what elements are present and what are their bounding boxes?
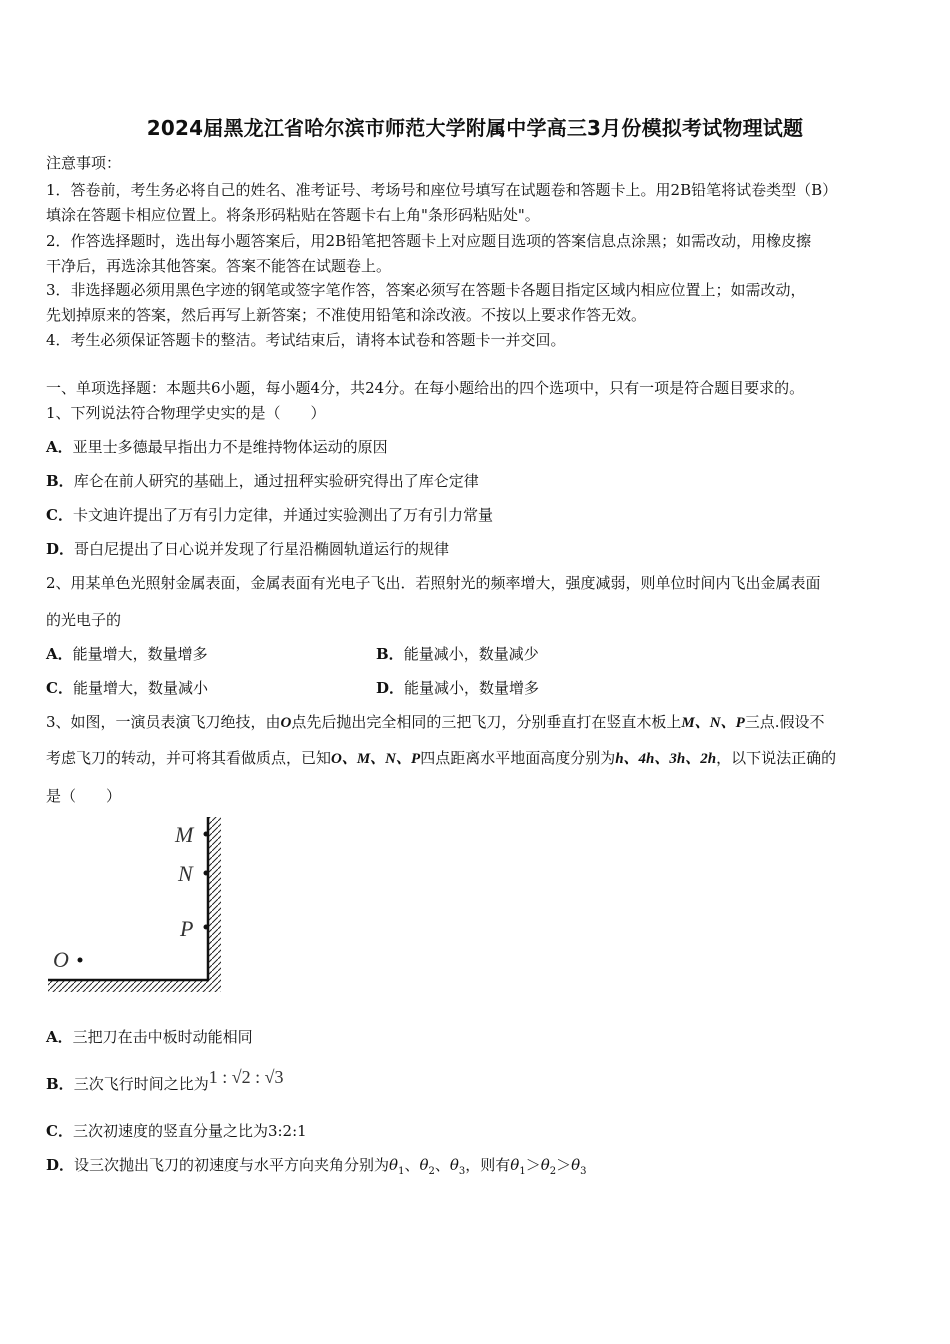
wall-hatch — [209, 817, 221, 980]
notice-heading: 注意事项： — [46, 154, 122, 172]
section-heading: 一、单项选择题：本题共6小题，每小题4分，共24分。在每小题给出的四个选项中，只有一项是符合题目要求的。 — [46, 379, 805, 397]
q3-option-d: D．设三次抛出飞刀的初速度与水平方向夹角分别为$\theta_1$、$\theta_2$、$\theta_3$，则有$\theta_1>\theta_2>\theta_3$ — [46, 1156, 587, 1177]
q2-option-c: C．能量增大，数量减小 — [46, 679, 208, 697]
q3-figure — [44, 815, 244, 1000]
notice-line-5: 3．非选择题必须用黑色字迹的钢笔或签字笔作答，答案必须写在答题卡各题目指定区域内相应位置上；如需改动， — [46, 281, 806, 299]
q2-option-d: D．能量减小，数量增多 — [376, 679, 540, 697]
q3-option-c: C．三次初速度的竖直分量之比为3:2:1 — [46, 1122, 307, 1140]
q2-stem-line-1: 2、用某单色光照射金属表面，金属表面有光电子飞出．若照射光的频率增大，强度减弱，则单位时间内飞出金属表面 — [46, 574, 821, 592]
label-m: M — [175, 822, 194, 847]
label-n: N — [178, 861, 193, 886]
q1-option-b: B．库仑在前人研究的基础上，通过扭秤实验研究得出了库仑定律 — [46, 472, 479, 490]
ground-hatch — [48, 980, 221, 992]
point-o — [78, 958, 83, 963]
q2-option-b: B．能量减小，数量减少 — [376, 645, 539, 663]
q3-stem-line-2: 考虑飞刀的转动，并可将其看做质点，已知O、M、N、P四点距离水平地面高度分别为h、4h、3h、2h，以下说法正确的 — [46, 749, 837, 767]
q1-option-c: C．卡文迪许提出了万有引力定律，并通过实验测出了万有引力常量 — [46, 506, 493, 524]
notice-line-1: 1．答卷前，考生务必将自己的姓名、准考证号、考场号和座位号填写在试题卷和答题卡上。用2B铅笔将试卷类型（B） — [46, 181, 838, 199]
point-n — [204, 871, 209, 876]
q3-stem-line-3: 是（ ） — [46, 787, 122, 805]
notice-line-6: 先划掉原来的答案，然后再写上新答案；不准使用铅笔和涂改液。不按以上要求作答无效。 — [46, 306, 647, 324]
q3-option-a: A．三把刀在击中板时动能相同 — [46, 1028, 253, 1046]
q2-option-a: A．能量增大，数量增多 — [46, 645, 208, 663]
notice-line-7: 4．考生必须保证答题卡的整洁。考试结束后，请将本试卷和答题卡一并交回。 — [46, 331, 566, 349]
q3-option-b: B．三次飞行时间之比为1 : √2 : √3 — [46, 1067, 284, 1093]
q2-stem-line-2: 的光电子的 — [46, 611, 122, 629]
notice-line-2: 填涂在答题卡相应位置上。将条形码粘贴在答题卡右上角"条形码粘贴处"。 — [46, 206, 540, 224]
point-p — [204, 925, 209, 930]
notice-line-4: 干净后，再选涂其他答案。答案不能答在试题卷上。 — [46, 257, 392, 275]
label-o: O — [53, 947, 69, 972]
q1-option-a: A．亚里士多德最早指出力不是维持物体运动的原因 — [46, 438, 388, 456]
point-m — [204, 832, 209, 837]
q1-option-d: D．哥白尼提出了日心说并发现了行星沿椭圆轨道运行的规律 — [46, 540, 450, 558]
q3-stem-line-1: 3、如图，一演员表演飞刀绝技，由O点先后抛出完全相同的三把飞刀，分别垂直打在竖直木板上M、N、P三点.假设不 — [46, 713, 825, 731]
ratio-formula: 1 : √2 : √3 — [208, 1067, 284, 1087]
label-p: P — [180, 916, 194, 941]
page-title: 2024届黑龙江省哈尔滨市师范大学附属中学高三3月份模拟考试物理试题 — [146, 116, 804, 140]
notice-line-3: 2．作答选择题时，选出每小题答案后，用2B铅笔把答题卡上对应题目选项的答案信息点涂黑；如需改动，用橡皮擦 — [46, 232, 812, 250]
q1-stem: 1、下列说法符合物理学史实的是（ ） — [46, 404, 326, 422]
